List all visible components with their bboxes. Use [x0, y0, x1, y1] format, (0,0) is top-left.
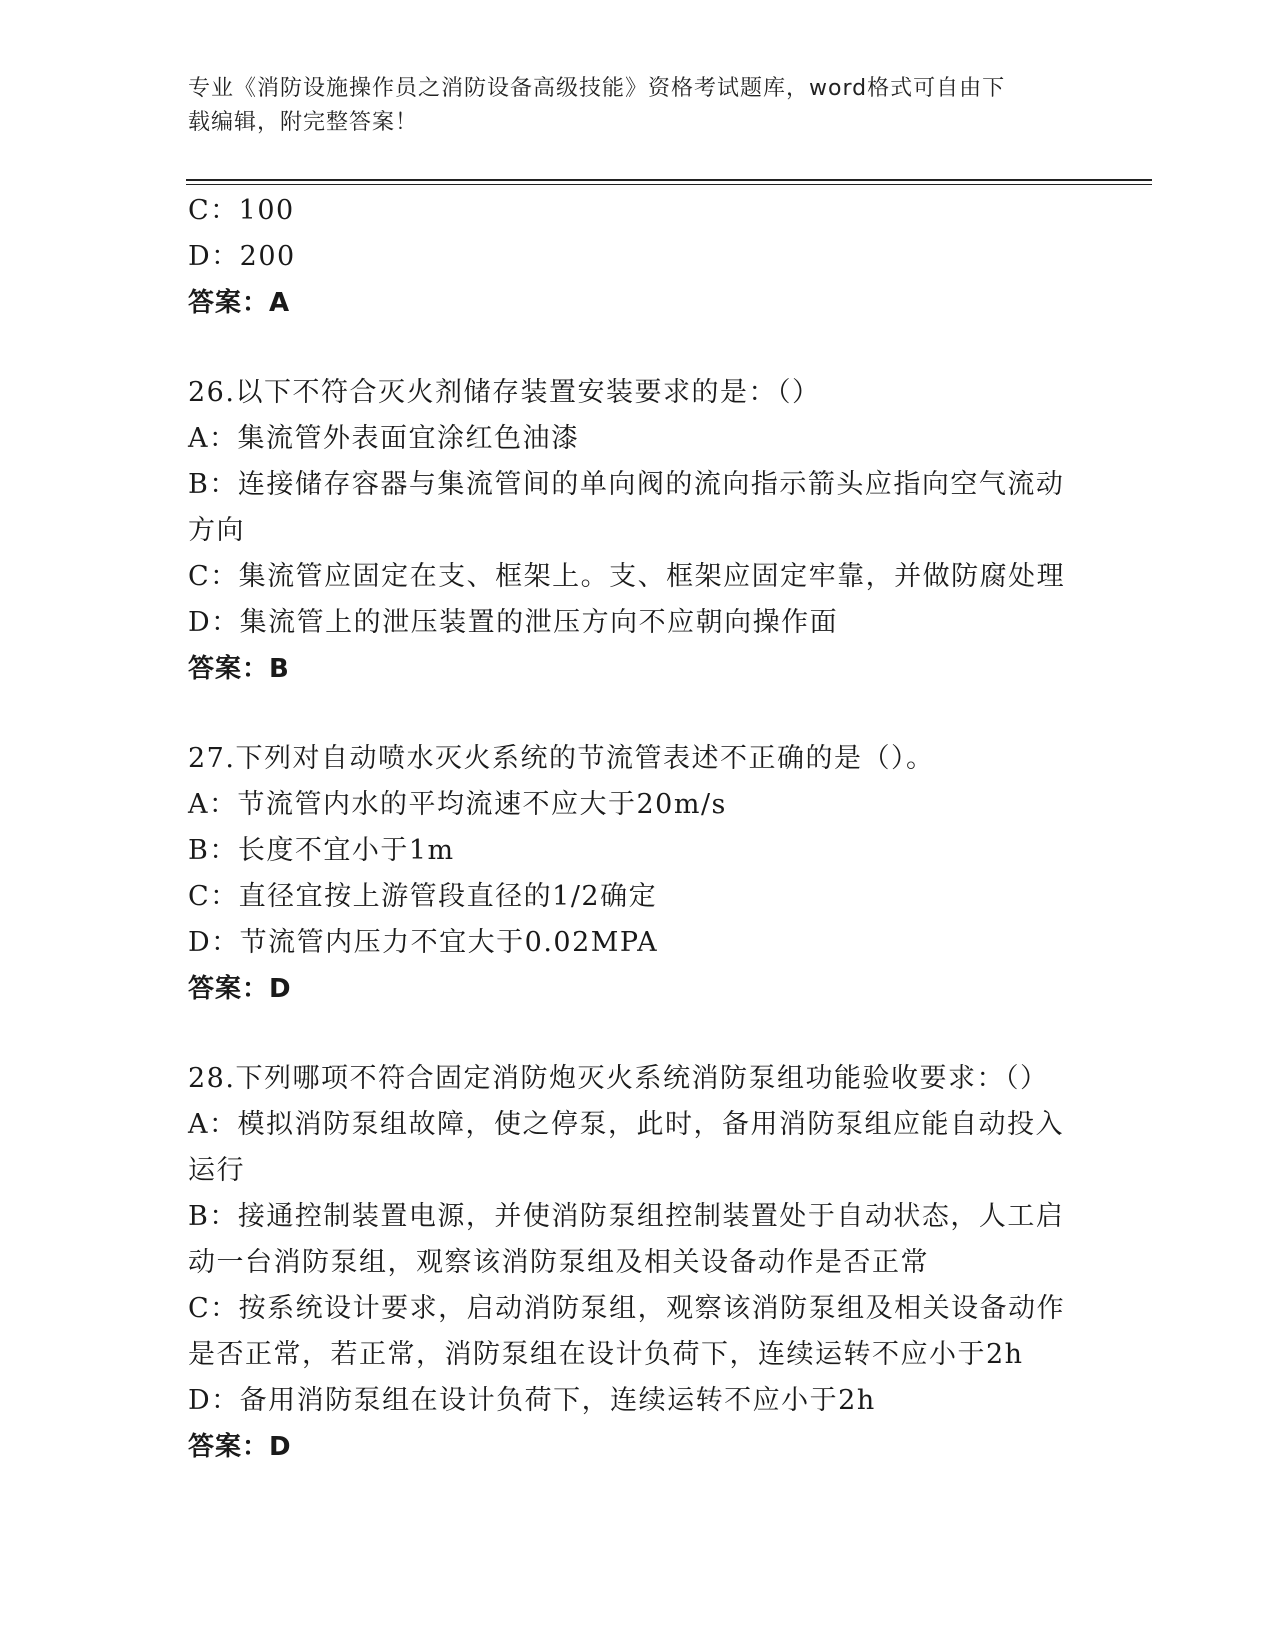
option-d: D：集流管上的泄压装置的泄压方向不应朝向操作面 — [188, 607, 839, 638]
question-gap — [188, 1012, 1088, 1056]
question-stem: 27.下列对自动喷水灭火系统的节流管表述不正确的是（）。 — [188, 743, 935, 774]
question-27 — [188, 736, 1088, 1012]
answer-line: 答案：A — [188, 288, 291, 318]
option-a: A：节流管内水的平均流速不应大于20m/s — [188, 789, 727, 820]
question-stem: 26.以下不符合灭火剂储存装置安装要求的是：（） — [188, 377, 821, 408]
option-b: B：连接储存容器与集流管间的单向阀的流向指示箭头应指向空气流动 — [188, 469, 1065, 500]
option-b: B：接通控制装置电源，并使消防泵组控制装置处于自动状态，人工启 — [188, 1201, 1065, 1232]
header-divider-thick — [186, 179, 1152, 181]
header-line-2: 载编辑，附完整答案！ — [188, 110, 419, 135]
answer-line: 答案：D — [188, 1432, 292, 1462]
option-a: A：模拟消防泵组故障，使之停泵，此时，备用消防泵组应能自动投入 — [188, 1109, 1064, 1140]
question-content — [188, 188, 1088, 1470]
option-c-continued: 是否正常，若正常，消防泵组在设计负荷下，连续运转不应小于2h — [188, 1339, 1024, 1370]
document-header — [188, 72, 1068, 140]
question-stem: 28.下列哪项不符合固定消防炮灭火系统消防泵组功能验收要求：（） — [188, 1063, 1049, 1094]
option-a-continued: 运行 — [188, 1155, 245, 1186]
option-a: A：集流管外表面宜涂红色油漆 — [188, 423, 580, 454]
option-d: D：节流管内压力不宜大于0.02MPA — [188, 927, 659, 958]
option-c: C：按系统设计要求，启动消防泵组，观察该消防泵组及相关设备动作 — [188, 1293, 1066, 1324]
option-b-continued: 方向 — [188, 515, 245, 546]
answer-line: 答案：D — [188, 974, 292, 1004]
option-b-continued: 动一台消防泵组，观察该消防泵组及相关设备动作是否正常 — [188, 1247, 929, 1278]
question-26 — [188, 370, 1088, 692]
question-25-continuation — [188, 188, 1088, 326]
option-c: C：100 — [188, 195, 295, 226]
option-d: D：备用消防泵组在设计负荷下，连续运转不应小于2h — [188, 1385, 876, 1416]
option-c: C：集流管应固定在支、框架上。支、框架应固定牢靠，并做防腐处理 — [188, 561, 1066, 592]
header-line-1: 专业《消防设施操作员之消防设备高级技能》资格考试题库，word格式可自由下 — [188, 76, 1006, 101]
option-c: C：直径宜按上游管段直径的1/2确定 — [188, 881, 658, 912]
answer-line: 答案：B — [188, 654, 290, 684]
option-d: D：200 — [188, 241, 296, 272]
question-28 — [188, 1056, 1088, 1470]
question-gap — [188, 692, 1088, 736]
header-divider-thin — [186, 184, 1152, 185]
question-gap — [188, 326, 1088, 370]
option-b: B：长度不宜小于1m — [188, 835, 455, 866]
